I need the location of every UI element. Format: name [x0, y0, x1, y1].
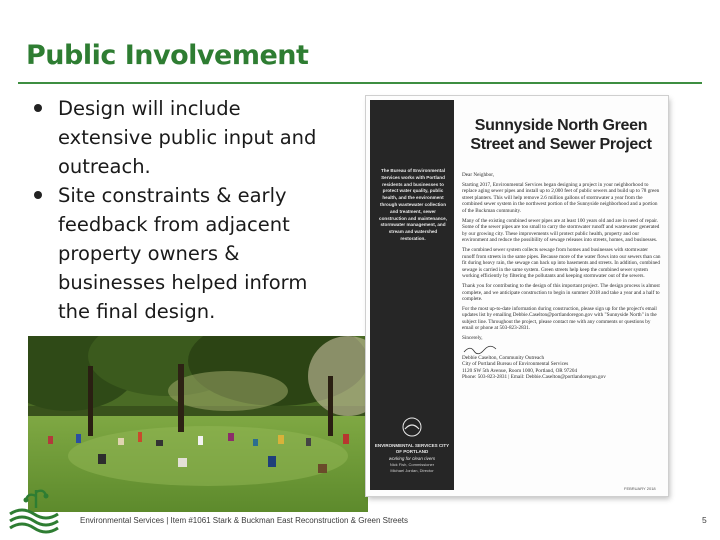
- title-divider: [18, 82, 702, 84]
- signature-icon: [462, 345, 662, 355]
- page-number: 5: [702, 515, 707, 525]
- sidebar-tagline: working for clean rivers: [388, 456, 436, 461]
- signature-org: City of Portland Bureau of Environmental Services: [462, 361, 569, 368]
- park-photo: [28, 336, 368, 512]
- letter-paragraph: Thank you for contributing to the design of this important project. The design process is almost complete, and we anticipate construction to begin in summer 2018 and take a year and a half to complete.: [462, 282, 660, 303]
- sidebar-org: ENVIRONMENTAL SERVICES CITY OF PORTLAND: [374, 443, 450, 454]
- letter-paragraph: Starting 2017, Environmental Services began designing a project in your neighborhood to replace aging sewer pipes and install up to 2,000 feet of public sewers and build up to 78 green street planters. This will help remove 2.6 million gallons of stormwater a year from the combined sewer system in the northwest portion of the Sunnyside neighborhood and a portion of the Buckman community.: [462, 181, 660, 214]
- bes-logo-icon: [6, 484, 62, 534]
- letter-greeting: Dear Neighbor,: [462, 172, 495, 178]
- letter-paragraph: Many of the existing combined sewer pipes are at least 100 years old and are in need of repair. Some of the sewer pipes are too small to carry the stormwater runoff and wastewater generated by our growing city. These improvements will protect public health, property and our environment and reduce the possibility of sewage releases into streets, homes, and businesses.: [462, 217, 660, 244]
- letter-body: [462, 172, 662, 381]
- signature-contact: Phone: 503-823-2831 | Email: Debbie.Caselton@portlandoregon.gov: [462, 374, 606, 381]
- sidebar-director: Michael Jordan, Director: [390, 468, 434, 473]
- signature-name: Debbie Caselton, Community Outreach: [462, 354, 545, 361]
- footer-text: Environmental Services | Item #1061 Stark & Buckman East Reconstruction & Green Streets: [80, 516, 409, 525]
- bullet-text: Design will include extensive public input and outreach.: [58, 97, 317, 178]
- letter-paragraph: For the most up-to-date information during construction, please sign up for the project's email updates list by emailing Debbie.Caselton@portlandoregon.gov with "Sunnyside North" in the subject line. Throughout the project, please contact me with any comments or questions by email or phone at 503-823-2831.: [462, 305, 657, 332]
- signature-address: 1120 SW 5th Avenue, Room 1000, Portland, OR 97204: [462, 367, 578, 374]
- sidebar-logo-area: [374, 416, 450, 474]
- bes-logo-icon: [374, 416, 450, 438]
- letter-date: FEBRUARY 2018: [624, 486, 656, 491]
- bullet-dot-icon: [34, 191, 42, 199]
- letter-paragraph: The combined sewer system collects sewage from homes and businesses with stormwater runoff from streets in the same pipes. Because more of the water flows into our sewers than can fit during heavy rain, the sewage can back up into basements and streets. In addition, combined sewage is carried in the same system. Green streets help keep the combined sewer system working efficiently by filtering the pollutants and keeping stormwater out of the sewers.: [462, 246, 661, 280]
- letter-paragraph: Sincerely,: [462, 335, 483, 342]
- sidebar-text: The Bureau of Environmental Services works with Portland residents and businesses to protect water quality, public health, and the environment through wastewater collection and treatment, sewer construction and maintenance, stormwater management, and stream and watershed restoration.: [379, 168, 447, 241]
- sidebar-commissioner: Nick Fish, Commissioner: [389, 462, 435, 467]
- slide-title: Public Involvement: [26, 40, 309, 71]
- bullet-text: Site constraints & early feedback from adjacent property owners & businesses helped inform the final design.: [58, 184, 308, 323]
- bullet-list: [32, 94, 332, 326]
- bullet-item: [32, 94, 332, 181]
- letter-title: Sunnyside North Green Street and Sewer Project: [470, 117, 652, 153]
- bullet-dot-icon: [34, 104, 42, 112]
- bullet-item: [32, 181, 332, 326]
- letter-sidebar: [370, 100, 454, 490]
